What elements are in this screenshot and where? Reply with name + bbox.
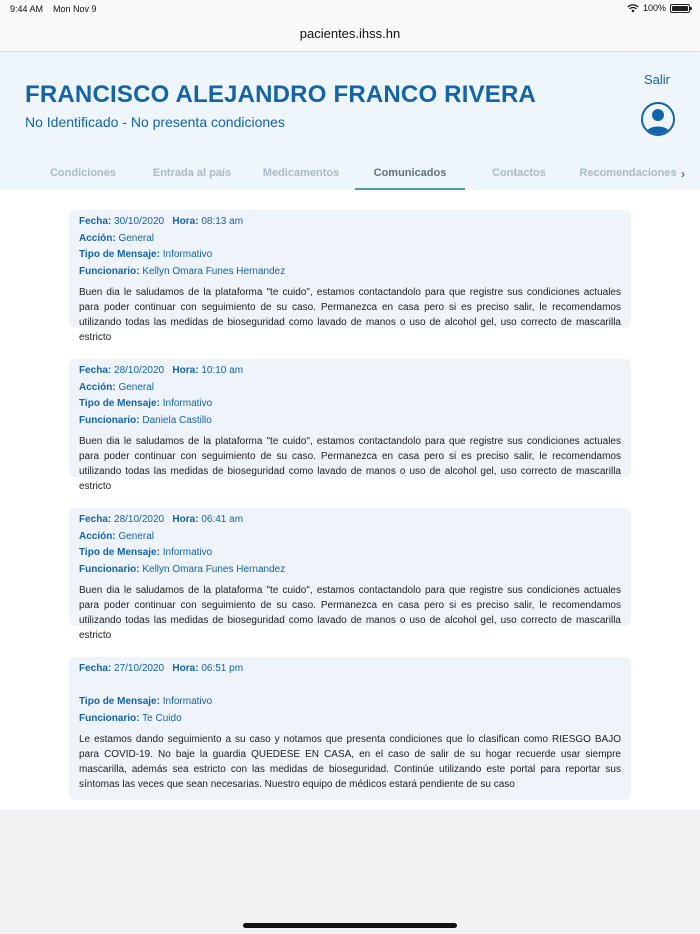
message-officer: [79, 713, 182, 724]
tab-bar: [0, 160, 700, 190]
tipo-value: Informativo: [162, 398, 213, 409]
message-action: [79, 382, 154, 393]
tab-entrada-al-pais[interactable]: Entrada al país: [152, 167, 232, 179]
hora-label: Hora:: [172, 365, 199, 376]
message-officer: [79, 266, 285, 277]
message-date-time: [79, 216, 243, 227]
message-body: Buen dia le saludamos de la plataforma "te cuido", estamos contactandolo para que registre sus condiciones actuales para poder continuar con seguimiento de su caso. Permanezca en casa pero si es preciso salir, le recomendamos utilizando todas las medidas de bioseguridad como lavado de manos o uso de alcohol gel, uso correcto de mascarilla estricto: [79, 585, 621, 641]
status-date: Mon Nov 9: [53, 4, 97, 14]
status-bar: [0, 0, 700, 18]
message-officer: [79, 564, 285, 575]
accion-label: Acción:: [79, 531, 116, 542]
message-body: Le estamos dando seguimiento a su caso y notamos que presenta condiciones que lo clasifican como RIESGO BAJO para COVID-19. No baje la guardia QUEDESE EN CASA, en el caso de salir de su hogar recuerde usar siempre mascarilla, además sea estricto con las medidas de bioseguridad. Continúe utilizando este portal para reportar sus síntomas las veces que sean necesarias. Nuestro equipo de médicos estará pendiente de su caso: [79, 734, 621, 790]
message-action: [79, 233, 154, 244]
accion-value: General: [118, 531, 155, 542]
message-type: [79, 696, 212, 707]
url-bar[interactable]: [0, 18, 700, 52]
url-text: pacientes.ihss.hn: [299, 26, 401, 41]
patient-header: [0, 52, 700, 190]
message-date-time: [79, 514, 243, 525]
user-avatar-icon[interactable]: [641, 102, 675, 136]
funcionario-label: Funcionario:: [79, 266, 140, 277]
patient-status: No Identificado - No presenta condiciones: [25, 114, 285, 130]
funcionario-value: Daniela Castillo: [142, 415, 212, 426]
logout-link[interactable]: Salir: [643, 72, 670, 87]
tipo-label: Tipo de Mensaje:: [79, 249, 160, 260]
message-action: [79, 531, 154, 542]
message-card: [69, 210, 631, 343]
tab-recomendaciones[interactable]: Recomendaciones: [579, 167, 677, 179]
funcionario-label: Funcionario:: [79, 415, 140, 426]
message-body: Buen dia le saludamos de la plataforma "te cuido", estamos contactandolo para que registre sus condiciones actuales para poder continuar con seguimiento de su caso. Permanezca en casa pero si es preciso salir, le recomendamos utilizando todas las medidas de bioseguridad como lavado de manos o uso de alcohol gel, uso correcto de mascarilla estricto: [79, 287, 621, 343]
tipo-value: Informativo: [162, 696, 213, 707]
battery-percent: 100%: [642, 3, 666, 13]
message-officer: [79, 415, 212, 426]
battery-icon: [670, 4, 690, 13]
fecha-label: Fecha:: [79, 365, 112, 376]
tipo-label: Tipo de Mensaje:: [79, 547, 160, 558]
message-card: [69, 508, 631, 641]
tab-medicamentos[interactable]: Medicamentos: [262, 167, 340, 179]
home-indicator[interactable]: [243, 923, 457, 928]
fecha-value: 28/10/2020: [114, 365, 165, 376]
fecha-label: Fecha:: [79, 514, 112, 525]
messages-list[interactable]: [0, 190, 700, 810]
message-card: [69, 359, 631, 492]
funcionario-value: Kellyn Omara Funes Hernandez: [142, 266, 286, 277]
tipo-label: Tipo de Mensaje:: [79, 398, 160, 409]
tab-comunicados[interactable]: Comunicados: [355, 160, 465, 190]
fecha-label: Fecha:: [79, 663, 112, 674]
hora-label: Hora:: [172, 663, 199, 674]
fecha-label: Fecha:: [79, 216, 112, 227]
message-type: [79, 398, 212, 409]
message-card: [69, 657, 631, 800]
message-date-time: [79, 365, 243, 376]
accion-value: General: [118, 233, 155, 244]
hora-value: 10:10 am: [201, 365, 244, 376]
funcionario-label: Funcionario:: [79, 713, 140, 724]
tab-condiciones[interactable]: Condiciones: [49, 167, 116, 179]
tipo-value: Informativo: [162, 249, 213, 260]
message-body: Buen dia le saludamos de la plataforma "te cuido", estamos contactandolo para que registre sus condiciones actuales para poder continuar con seguimiento de su caso. Permanezca en casa pero si es preciso salir, le recomendamos utilizando todas las medidas de bioseguridad como lavado de manos o uso de alcohol gel, uso correcto de mascarilla estricto: [79, 436, 621, 492]
message-date-time: [79, 663, 243, 674]
hora-value: 08:13 am: [201, 216, 244, 227]
accion-label: Acción:: [79, 233, 116, 244]
funcionario-label: Funcionario:: [79, 564, 140, 575]
funcionario-value: Kellyn Omara Funes Hernandez: [142, 564, 286, 575]
funcionario-value: Te Cuido: [142, 713, 182, 724]
chevron-right-icon[interactable]: ›: [681, 167, 685, 181]
status-time: 9:44 AM: [10, 4, 44, 14]
hora-label: Hora:: [172, 514, 199, 525]
tipo-value: Informativo: [162, 547, 213, 558]
tab-contactos[interactable]: Contactos: [492, 167, 546, 179]
fecha-value: 30/10/2020: [114, 216, 165, 227]
wifi-icon: [627, 4, 639, 13]
accion-value: General: [118, 382, 155, 393]
fecha-value: 28/10/2020: [114, 514, 165, 525]
tipo-label: Tipo de Mensaje:: [79, 696, 160, 707]
hora-value: 06:51 pm: [201, 663, 244, 674]
patient-name: FRANCISCO ALEJANDRO FRANCO RIVERA: [25, 81, 537, 108]
status-right: [627, 3, 690, 13]
hora-label: Hora:: [172, 216, 199, 227]
message-type: [79, 249, 212, 260]
accion-label: Acción:: [79, 382, 116, 393]
message-type: [79, 547, 212, 558]
fecha-value: 27/10/2020: [114, 663, 165, 674]
hora-value: 06:41 am: [201, 514, 244, 525]
